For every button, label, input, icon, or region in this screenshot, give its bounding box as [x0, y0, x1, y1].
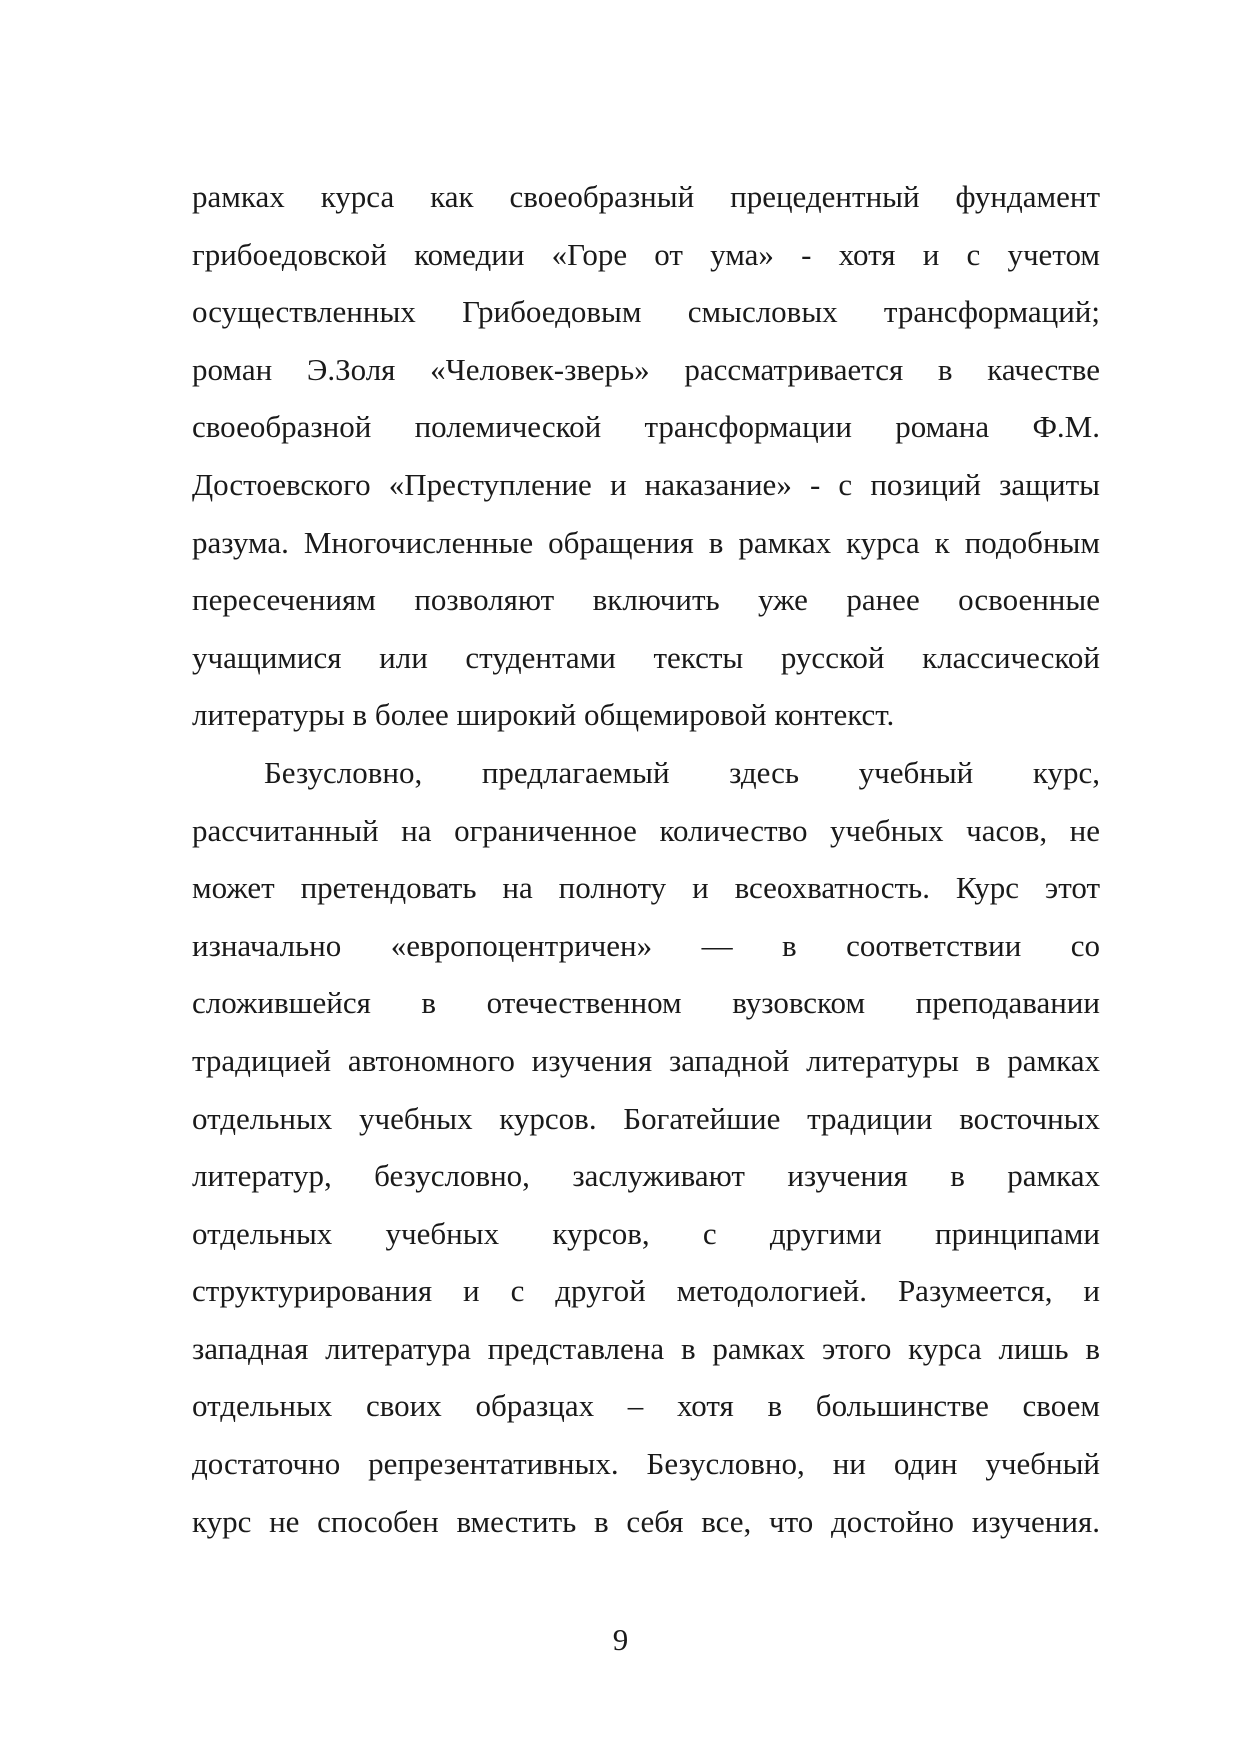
text-line: сложившейся в отечественном вузовском преподавании — [192, 985, 1100, 1021]
page-number: 9 — [612, 1622, 629, 1657]
text-line: учащимися или студентами тексты русской классической — [192, 639, 1100, 675]
text-line: структурирования и с другой методологией. Разумеется, и — [192, 1273, 1100, 1309]
text-line: роман Э.Золя «Человек-зверь» рассматривается в качестве — [192, 351, 1100, 387]
text-line: грибоедовской комедии «Горе от ума» - хотя и с учетом — [192, 236, 1100, 272]
text-line: изначально «европоцентричен» — в соответствии со — [192, 927, 1100, 963]
text-line: достаточно репрезентативных. Безусловно, ни один учебный — [192, 1446, 1100, 1482]
text-line: литературы в более широкий общемировой контекст. — [192, 697, 895, 733]
text-line: может претендовать на полноту и всеохватность. Курс этот — [192, 870, 1100, 906]
text-line: отдельных учебных курсов, с другими принципами — [192, 1215, 1100, 1251]
text-line: курс не способен вместить в себя все, что достойно изучения. — [192, 1503, 1100, 1539]
text-line: отдельных учебных курсов. Богатейшие традиции восточных — [192, 1100, 1100, 1136]
text-line: своеобразной полемической трансформации романа Ф.М. — [192, 409, 1100, 445]
text-line: Безусловно, предлагаемый здесь учебный курс, — [264, 754, 1100, 790]
text-line: разума. Многочисленные обращения в рамках курса к подобным — [192, 524, 1100, 560]
text-line: литератур, безусловно, заслуживают изучения в рамках — [192, 1158, 1100, 1194]
body-text — [192, 168, 1100, 1550]
text-line: осуществленных Грибоедовым смысловых трансформаций; — [192, 294, 1100, 330]
text-line: западная литература представлена в рамках этого курса лишь в — [192, 1330, 1100, 1366]
text-line: Достоевского «Преступление и наказание» - с позиций защиты — [192, 466, 1100, 502]
text-line: отдельных своих образцах – хотя в большинстве своем — [192, 1388, 1100, 1424]
text-line: пересечениям позволяют включить уже ранее освоенные — [192, 582, 1100, 618]
text-line: традицией автономного изучения западной литературы в рамках — [192, 1042, 1100, 1078]
text-line: рассчитанный на ограниченное количество учебных часов, не — [192, 812, 1100, 848]
text-line: рамках курса как своеобразный прецедентный фундамент — [192, 179, 1100, 214]
